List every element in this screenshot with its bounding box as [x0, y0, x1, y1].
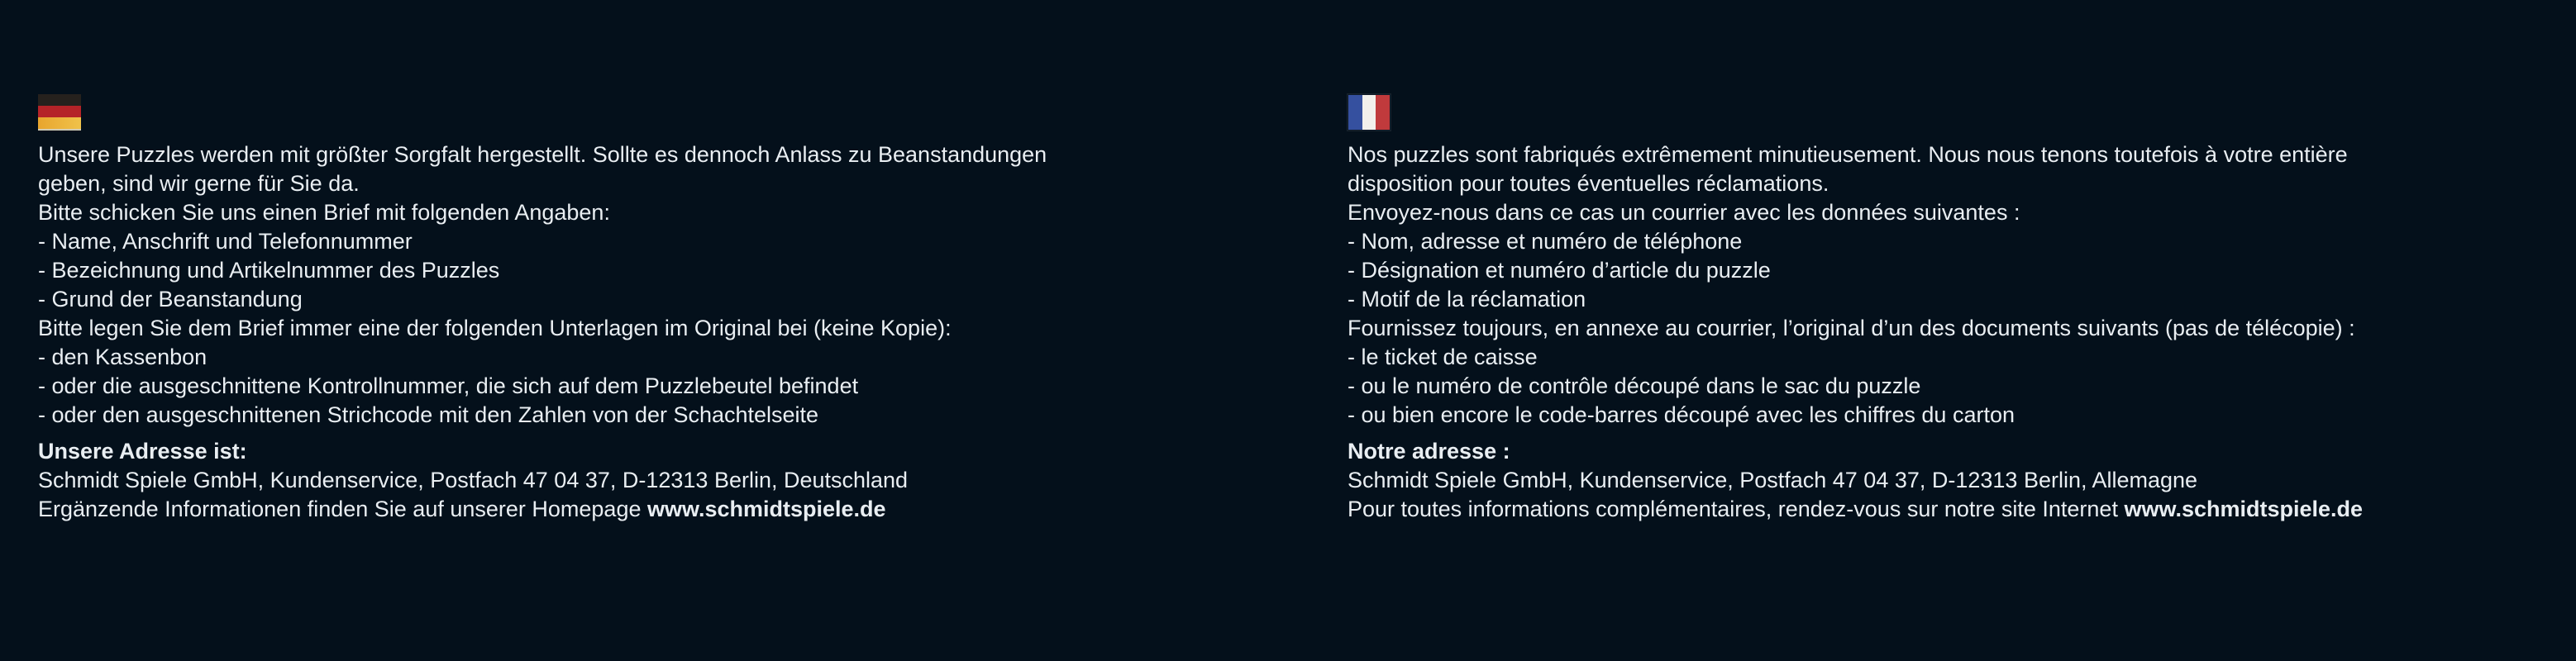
french-request-line: Envoyez-nous dans ce cas un courrier avec les données suivantes : — [1348, 200, 2020, 225]
french-homepage-text: Pour toutes informations complémentaires, rendez-vous sur notre site Internet — [1348, 497, 2125, 521]
french-document-item: - ou bien encore le code-barres découpé avec les chiffres du carton — [1348, 402, 2015, 427]
french-address-line: Schmidt Spiele GmbH, Kundenservice, Postfach 47 04 37, D-12313 Berlin, Allemagne — [1348, 468, 2198, 492]
german-info-item: - Bezeichnung und Artikelnummer des Puzzles — [38, 258, 500, 283]
german-intro-line-1: Unsere Puzzles werden mit größter Sorgfalt hergestellt. Sollte es dennoch Anlass zu Beanstandungen — [38, 142, 1047, 167]
german-document-item: - oder den ausgeschnittenen Strichcode mit den Zahlen von der Schachtelseite — [38, 402, 819, 427]
german-intro-line-2: geben, sind wir gerne für Sie da. — [38, 171, 360, 196]
french-section — [1348, 94, 2363, 524]
german-enclose-line: Bitte legen Sie dem Brief immer eine der folgenden Unterlagen im Original bei (keine Kopie): — [38, 316, 952, 340]
germany-flag-icon — [38, 94, 81, 131]
german-document-item: - oder die ausgeschnittene Kontrollnummer, die sich auf dem Puzzlebeutel befindet — [38, 373, 859, 398]
france-flag-icon — [1348, 94, 1391, 131]
germany-flag-red-band — [38, 106, 81, 117]
french-info-item: - Motif de la réclamation — [1348, 287, 1586, 311]
french-homepage-url: www.schmidtspiele.de — [2124, 497, 2364, 521]
french-info-item: - Nom, adresse et numéro de téléphone — [1348, 229, 1743, 254]
france-flag-white-stripe — [1362, 95, 1376, 130]
german-document-item: - den Kassenbon — [38, 345, 208, 369]
french-intro-line-1: Nos puzzles sont fabriqués extrêmement minutieusement. Nous nous tenons toutefois à votre entière — [1348, 142, 2348, 167]
germany-flag-black-band — [38, 94, 81, 106]
french-document-item: - ou le numéro de contrôle découpé dans le sac du puzzle — [1348, 373, 1921, 398]
french-homepage-line — [1348, 495, 2363, 524]
german-request-line: Bitte schicken Sie uns einen Brief mit folgenden Angaben: — [38, 200, 610, 225]
german-homepage-line — [38, 495, 1047, 524]
german-info-item: - Grund der Beanstandung — [38, 287, 303, 311]
germany-flag-gold-band — [38, 117, 81, 129]
german-address-heading: Unsere Adresse ist: — [38, 439, 247, 464]
german-homepage-url: www.schmidtspiele.de — [646, 497, 886, 521]
french-address-heading: Notre adresse : — [1348, 439, 1510, 464]
german-section — [38, 94, 1047, 524]
france-flag-blue-stripe — [1348, 95, 1362, 130]
france-flag-red-stripe — [1376, 95, 1390, 130]
german-homepage-text: Ergänzende Informationen finden Sie auf unserer Homepage — [38, 497, 647, 521]
french-info-item: - Désignation et numéro d’article du puzzle — [1348, 258, 1771, 283]
german-info-item: - Name, Anschrift und Telefonnummer — [38, 229, 413, 254]
french-enclose-line: Fournissez toujours, en annexe au courrier, l’original d’un des documents suivants (pas de télécopie) : — [1348, 316, 2355, 340]
french-document-item: - le ticket de caisse — [1348, 345, 1538, 369]
french-intro-line-2: disposition pour toutes éventuelles réclamations. — [1348, 171, 1829, 196]
german-address-line: Schmidt Spiele GmbH, Kundenservice, Postfach 47 04 37, D-12313 Berlin, Deutschland — [38, 468, 909, 492]
